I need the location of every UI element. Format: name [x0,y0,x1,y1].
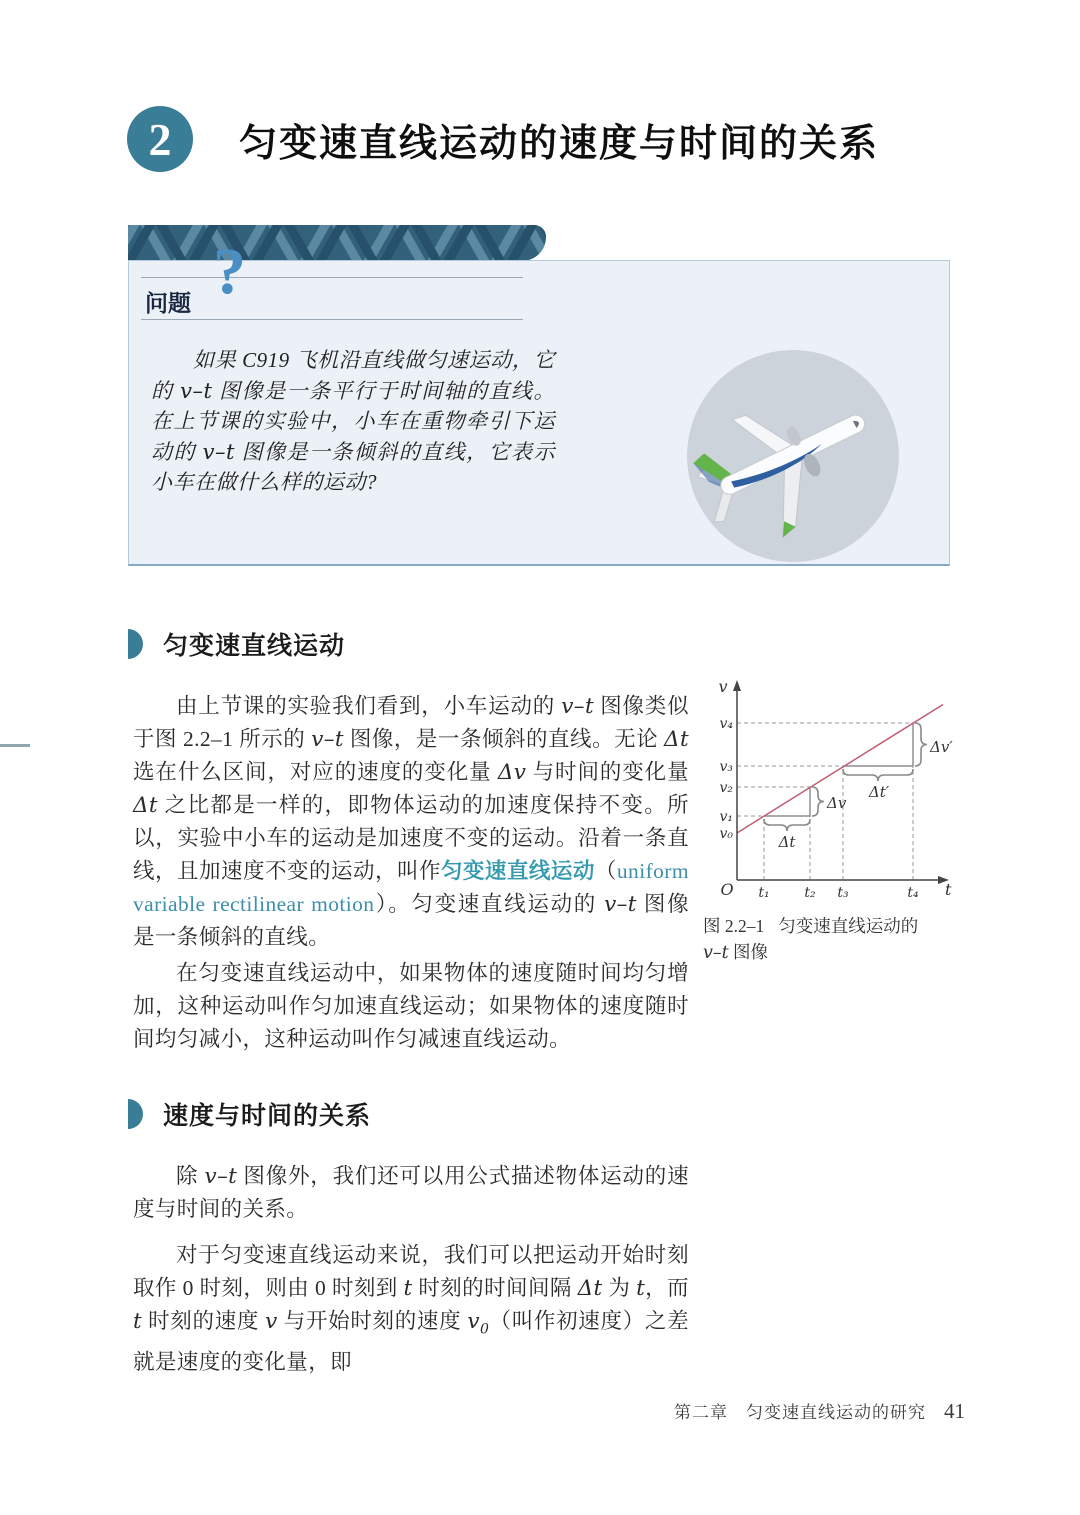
text-segment: 除 [176,1164,205,1188]
text-segment: 图像 [728,942,769,962]
text-segment: 时刻的时间间隔 [412,1276,578,1300]
text-segment: Δt [577,1276,603,1301]
text-segment: 匀变速直线运动 [440,859,595,883]
divider [141,319,523,320]
lesson-title: 匀变速直线运动的速度与时间的关系 [239,122,880,165]
text-segment: 与时间的变化量 [526,760,689,784]
figure-caption [703,913,961,966]
section-number-badge: 2 [127,106,193,172]
svg-text:t₁: t₁ [758,885,770,901]
brace-icons [764,723,927,831]
text-segment: t [403,1276,413,1301]
text-segment: （ [594,859,617,883]
text-segment: （叫作初速度）之差就是速度的变化量，即 [133,1309,689,1375]
text-segment: 时刻的速度 [142,1309,266,1333]
projection-lines [737,723,913,880]
problem-box [128,225,950,566]
chapter-label: 第二章 [674,1403,728,1422]
chevron-band-decoration [128,225,546,261]
c919-airplane-image [687,350,899,562]
text-segment: Δv [497,760,527,785]
text-segment: 如果 C919 飞机沿直线做匀速运动，它的 [151,348,555,403]
text-segment: ）。匀变速直线运动的 [374,892,605,916]
text-segment: Δt [133,793,158,818]
text-segment: v [265,1309,278,1334]
section-bullet-icon [128,1099,143,1129]
text-segment: v–t [180,378,213,403]
page-edge-mark [0,744,30,747]
svg-text:v₃: v₃ [719,759,733,775]
svg-text:Δt: Δt [778,833,796,851]
text-segment: v–t [561,694,595,719]
chapter-title: 匀变速直线运动的研究 [746,1403,926,1422]
text-segment: uniform variable rectilinear motion [133,859,689,916]
y-tick-labels [719,716,733,842]
svg-text:v₀: v₀ [719,826,733,842]
text-segment: 在匀变速直线运动中，如果物体的速度随时间均匀增加，这种运动叫作匀加速直线运动；如果物体的速度随时间均匀减小，这种运动叫作匀减速直线运动。 [133,961,689,1051]
text-segment: 图像是一条平行于时间轴的直线。在上节课的实验中，小车在重物牵引下运动的 [151,378,556,464]
page-footer [674,1398,965,1424]
paragraph [133,690,689,954]
svg-text:v₁: v₁ [719,809,733,825]
svg-text:v₂: v₂ [719,780,733,796]
body-column-1 [133,690,689,1056]
text-segment: t [636,1276,646,1301]
x-tick-labels [758,885,919,901]
paragraph [133,1239,689,1379]
svg-text:t₄: t₄ [907,885,919,901]
vt-line [737,705,943,834]
svg-text:Δv: Δv [827,794,847,812]
y-axis-label: v [718,677,728,696]
problem-box-body [128,235,950,566]
text-segment: t [133,1309,143,1334]
text-segment: 对于匀变速直线运动来说，我们可以把运动开始时刻取作 0 时刻，则由 0 时刻到 [133,1243,689,1300]
text-segment: 图像是一条倾斜的直线，它表示小车在做什么样的运动? [151,439,556,494]
text-segment: v [467,1309,480,1334]
svg-text:Δt′: Δt′ [868,783,890,801]
divider [141,277,523,278]
text-segment: 选在什么区间，对应的速度的变化量 [133,760,498,784]
paragraph [133,1160,689,1226]
text-segment: ，而 [645,1276,689,1300]
chevron-pattern [128,225,546,261]
section-bullet-icon [128,629,143,659]
vt-graph-figure [703,670,961,966]
text-segment: 与开始时刻的速度 [277,1309,468,1333]
svg-text:t₃: t₃ [837,885,849,901]
svg-text:v₄: v₄ [719,716,733,732]
text-segment: v–t [703,943,729,963]
annotation-labels [778,738,953,851]
text-segment: 图像外，我们还可以用公式描述物体运动的速度与时间的关系。 [133,1164,689,1221]
section-heading-uniform-motion [128,626,345,662]
text-segment: v–t [311,727,344,752]
lesson-header [127,106,879,172]
axes [737,688,941,880]
x-axis-label: t [945,880,952,899]
figure-caption-label: 图 2.2–1 [703,916,765,936]
page-number: 41 [944,1399,965,1423]
svg-text:Δv′: Δv′ [930,738,953,756]
text-segment: 由上节课的实验我们看到，小车运动的 [176,694,562,718]
svg-text:t₂: t₂ [804,885,816,901]
text-segment: v–t [204,1164,238,1189]
problem-label: 问题 [145,290,191,316]
question-mark-icon: ? [213,235,246,308]
c919-photo [687,350,899,562]
text-segment: 图像类似于图 2.2–1 所示的 [133,694,689,751]
text-segment: 0 [479,1321,490,1338]
text-segment: v–t [202,439,235,464]
text-segment: 为 [602,1276,637,1300]
text-segment: Δt [664,727,690,752]
origin-label: O [720,880,734,899]
problem-question-text [151,345,555,498]
vt-graph [703,670,953,907]
text-segment: 图像，是一条倾斜的直线。无论 [343,727,665,751]
text-segment: 之比都是一样的，即物体运动的加速度保持不变。所以，实验中小车的运动是加速度不变的运动。沿着一条直线，且加速度不变的运动，叫作 [133,793,689,883]
section-heading-text: 速度与时间的关系 [163,1102,372,1130]
text-segment: v–t [604,892,637,917]
figure-caption-text: 匀变速直线运动的 [778,916,919,936]
body-column-2 [133,1160,689,1379]
section-heading-velocity-time [128,1096,371,1132]
section-heading-text: 匀变速直线运动 [163,632,346,660]
paragraph [133,957,689,1056]
figure-caption-line2 [703,942,768,962]
y-axis-arrow [733,680,741,691]
text-segment: 图像是一条倾斜的直线。 [133,892,690,949]
